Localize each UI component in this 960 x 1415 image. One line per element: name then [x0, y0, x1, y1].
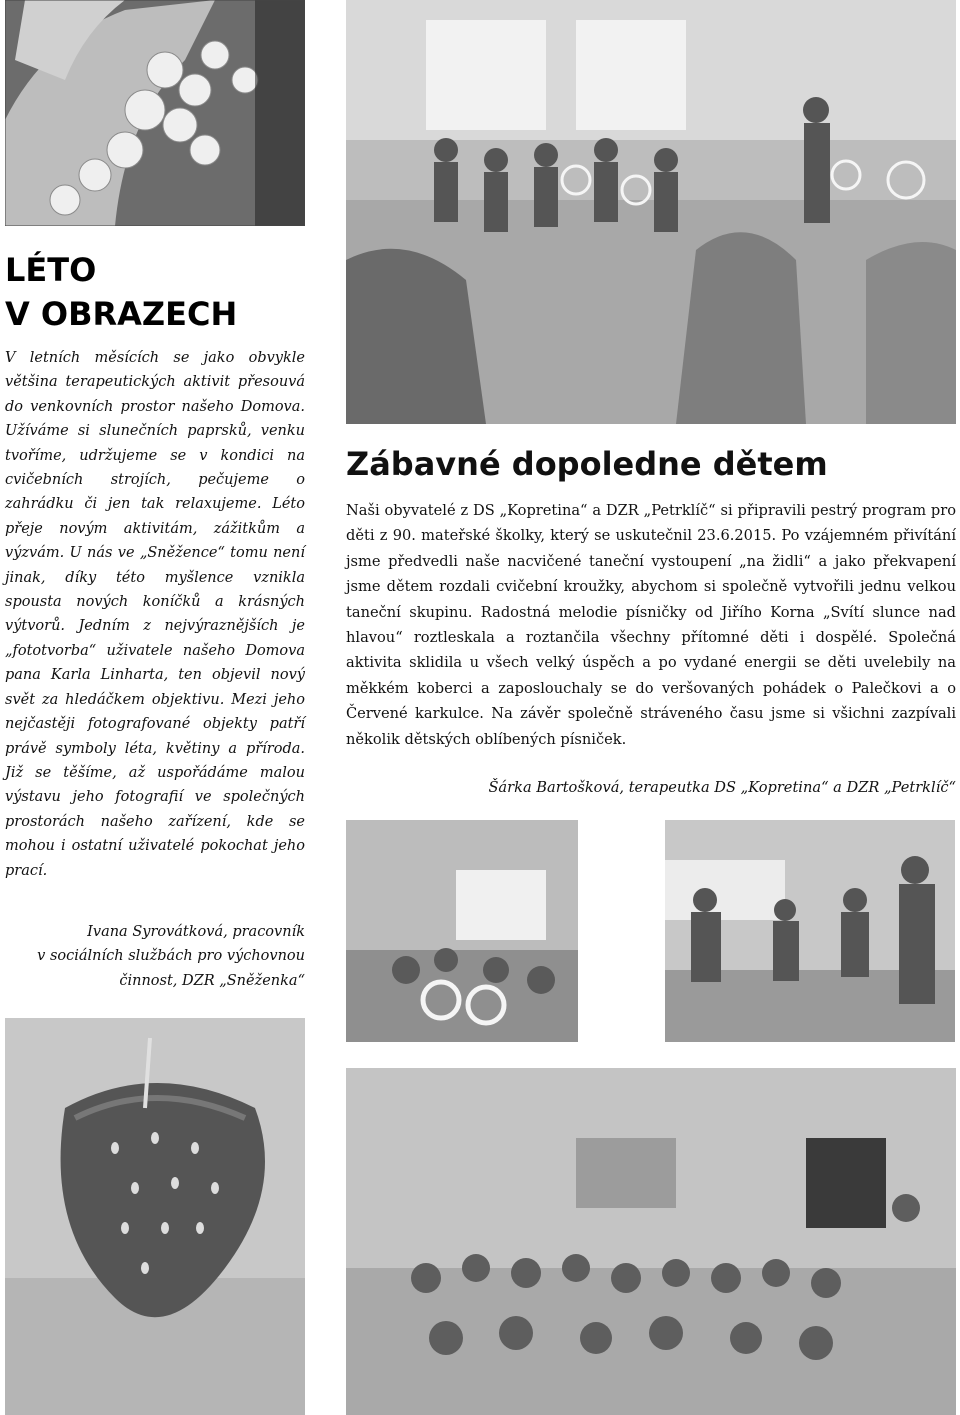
dance-photo: [346, 0, 956, 424]
strawberry-photo: [5, 1018, 305, 1415]
group-right-photo: [665, 820, 955, 1042]
right-article-title: Zábavné dopoledne dětem: [346, 445, 828, 483]
right-article-body: Naši obyvatelé z DS „Kopretina“ a DZR „Petrklíč“ si připravili pestrý program pro děti z 90. mateřské školky, který se uskutečnil 23.6.2015. Po vzájemném přivítání jsme předvedli naše nacvičené taneční vystoupení „na židli“ a jako překvapení jsme dětem rozdali cvičební kroužky, abychom si společně vytvořili jednu velkou taneční skupinu. Radostná melodie písničky od Jiřího Korna „Svítí slunce nad hlavou“ roztleskala a roztančila všechny přítomné děti i dospělé. Společná aktivita sklidila u všech velký úspěch a po vydané energii se děti uvelebily na měkkém koberci a zaposlouchaly se do veršovaných pohádek o Palečkovi a o Červené karkulce. Na závěr společně stráveného času jsme si všichni zazpívali několik dětských oblíbených písniček.: [346, 502, 956, 748]
left-article-body: V letních měsících se jako obvykle většina terapeutických aktivit přesouvá do venkovních prostor našeho Domova. Užíváme si slunečních paprsků, venku tvoříme, udržujeme se v kondici na cvičebních strojích, pečujeme o zahrádku či jen tak relaxujeme. Léto přeje novým aktivitám, zážitkům a výzvám. U nás ve „Sněžence“ tomu není jinak, díky této myšlence vznikla spousta nových koníčků a krásných výtvorů. Jedním z nejvýraznějších je „fototvorba“ uživatele našeho Domova pana Karla Linharta, ten objevil nový svět za hledáčkem objektivu. Mezi jeho nejčastěji fotografované objekty patří právě symboly léta, květiny a příroda. Již se těšíme, až uspořádáme malou výstavu jeho fotografií ve společných prostorách našeho zařízení, kde se mohou i ostatní uživatelé pokochat jeho prací.: [5, 350, 305, 879]
left-article-title: [5, 248, 305, 336]
left-title-line1: LÉTO: [5, 251, 97, 289]
left-signature-line2: v sociálních službách pro výchovnou: [37, 948, 305, 965]
flowers-photo: [5, 0, 305, 226]
right-article-signature: Šárka Bartošková, terapeutka DS „Kopretina“ a DZR „Petrklíč“: [488, 779, 956, 796]
left-signature-line3: činnost, DZR „Sněženka“: [119, 972, 305, 989]
left-signature-line1: Ivana Syrovátková, pracovník: [87, 924, 305, 940]
children-photo: [346, 1068, 956, 1415]
left-title-line2: V OBRAZECH: [5, 295, 238, 333]
left-article-signature: [5, 920, 305, 993]
group-left-photo: [346, 820, 578, 1042]
